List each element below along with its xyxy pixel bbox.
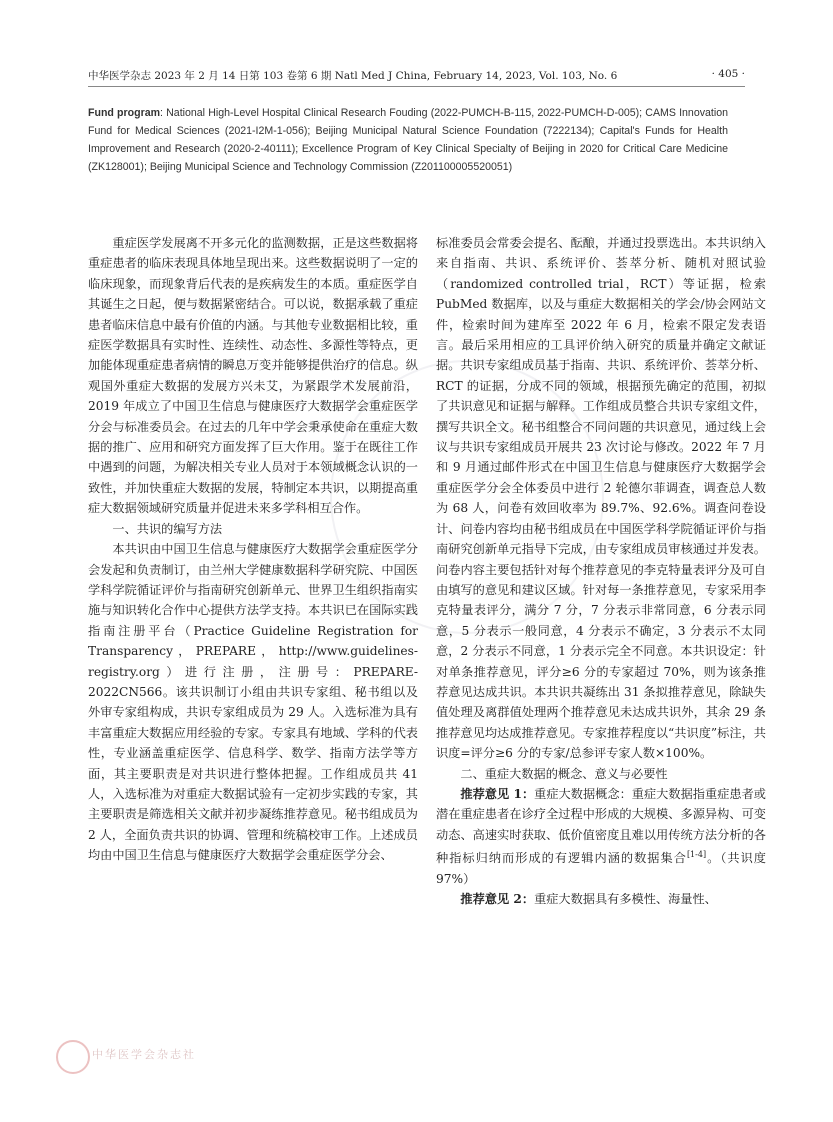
recommendation-1-ref: [1-4] [686, 850, 707, 860]
section-heading-concept: 二、重症大数据的概念、意义与必要性 [460, 766, 668, 781]
publisher-watermark: 中华医学会杂志社 [92, 1048, 196, 1061]
recommendation-1-text: 重症大数据概念：重症大数据指重症患者或潜在重症患者在诊疗全过程中形成的大规模、多源异构、可变动态、高速实时获取、低价值密度且难以用传统方法分析的各种指标归纳而形成的有逻辑内涵的数据集合 [436, 786, 766, 866]
journal-citation: 中华医学杂志 2023 年 2 月 14 日第 103 卷第 6 期 Natl Med J China, February 14, 2023, Vol. 103, No. 6 [88, 70, 618, 82]
methods-paragraph: 本共识由中国卫生信息与健康医疗大数据学会重症医学分会发起和负责制订，由兰州大学健康数据科学研究院、中国医学科学院循证评价与指南研究创新单元、世界卫生组织指南实施与知识转化合作中心提供方法学支持。本共识已在国际实践指南注册平台（Practice Guideline Registration for Transparency，PREPARE，http://www.guidelines-registry.org）进行注册，注册号：PREPARE-2022CN566。该共识制订小组由共识专家组、秘书组以及外审专家组构成，共识专家组成员为 29 人。入选标准为具有丰富重症大数据应用经验的专家。专家具有地域、学科的代表性，专业涵盖重症医学、信息科学、数学、指南方法学等方面，其主要职责是对共识进行整体把握。工作组成员共 41 人，入选标准为对重症大数据试验有一定初步实践的专家，其主要职责是筛选相关文献并初步凝练推荐意见。秘书组成员为 2 人，全面负责共识的协调、管理和统稿校审工作。上述成员均由中国卫生信息与健康医疗大数据学会重症医学分会、 [88, 542, 418, 863]
section-heading-methods: 一、共识的编写方法 [112, 521, 223, 536]
fund-program [88, 104, 728, 176]
recommendation-2-label: 推荐意见 2： [460, 892, 535, 907]
methods-paragraph-continued: 标准委员会常委会提名、酝酿，并通过投票选出。本共识纳入来自指南、共识、系统评价、荟萃分析、随机对照试验（randomized controlled trial，RCT）等证据，检索 PubMed 数据库，以及与重症大数据相关的学会/协会网站文件，检索时间为建库至 2022 年 6 月，检索不限定发表语言。最后采用相应的工具评价纳入研究的质量并确定文献证据。共识专家组成员基于指南、共识、系统评价、荟萃分析、RCT 的证据，分成不同的领域，根据预先确定的范围，初拟了共识意见和证据与解释。工作组成员整合共识专家组文件，撰写共识全文。秘书组整合不同问题的共识意见，通过线上会议与共识专家组成员开展共 23 次讨论与修改。2022 年 7 月和 9 月通过邮件形式在中国卫生信息与健康医疗大数据学会重症医学分会全体委员中进行 2 轮德尔菲调查，调查总人数为 68 人，问卷有效回收率为 89.7%、92.6%。调查问卷设计、问卷内容均由秘书组成员在中国医学科学院循证评价与指南研究创新单元指导下完成，由专家组成员审核通过并发表。问卷内容主要包括针对每个推荐意见的李克特量表评分及可自由填写的意见和建议区域。针对每一条推荐意见，专家采用李克特量表评分，满分 7 分，7 分表示非常同意，6 分表示同意，5 分表示一般同意，4 分表示不确定，3 分表示不太同意，2 分表示不同意，1 分表示完全不同意。本共识设定：针对单条推荐意见，评分≥6 分的专家超过 70%，则为该条推荐意见达成共识。本共识共凝练出 31 条拟推荐意见，除缺失值处理及离群值处理两个推荐意见未达成共识外，其余 29 条推荐意见均达成推荐意见。专家推荐程度以“共识度”标注，共识度=评分≥6 分的专家/总参评专家人数×100%。 [436, 236, 766, 761]
recommendation-1-consensus: 。（共识度 97%） [436, 851, 766, 886]
fund-program-label: Fund program [88, 107, 161, 119]
publisher-logo-icon [56, 1040, 90, 1074]
fund-program-text: : National High-Level Hospital Clinical Research Fouding (2022-PUMCH-B-115, 2022-PUMCH-D-005); CAMS Innovation Fund for Medical Sciences (2021-I2M-1-056); Beijing Municipal Natural Science Foundation (7222134); Capital's Funds for Health Improvement and Research (2020-2-40111); Excellence Program of Key Clinical Specialty of Beijing in 2020 for Critical Care Medicine (ZK128001); Beijing Municipal Science and Technology Commission (Z201100005520051) [88, 107, 728, 173]
running-header [88, 68, 745, 87]
recommendation-2-text: 重症大数据具有多模性、海量性、 [534, 892, 717, 907]
page-number: · 405 · [711, 68, 745, 80]
left-column [88, 233, 418, 866]
intro-paragraph: 重症医学发展离不开多元化的监测数据，正是这些数据将重症患者的临床表现具体地呈现出来。这些数据说明了一定的临床现象，而现象背后代表的是疾病发生的本质。重症医学自其诞生之日起，便与数据紧密结合。可以说，数据承载了重症患者临床信息中最有价值的内涵。与其他专业数据相比较，重症医学数据具有实时性、连续性、动态性、多源性等特点，更加能体现重症患者病情的瞬息万变并能够提供治疗的信息。纵观国外重症大数据的发展方兴未艾，为紧跟学术发展前沿，2019 年成立了中国卫生信息与健康医疗大数据学会重症医学分会与标准委员会。在过去的几年中学会秉承使命在重症大数据的推广、应用和研究方面发挥了巨大作用。鉴于在既往工作中遇到的问题，为解决相关专业人员对于本领域概念认识的一致性，并加快重症大数据的发展，特制定本共识，以期提高重症大数据领域研究质量并促进未来多学科相互合作。 [88, 236, 418, 516]
recommendation-1-label: 推荐意见 1： [460, 786, 535, 801]
right-column [436, 233, 766, 909]
recommendation-1 [436, 784, 766, 889]
recommendation-2 [436, 889, 766, 909]
